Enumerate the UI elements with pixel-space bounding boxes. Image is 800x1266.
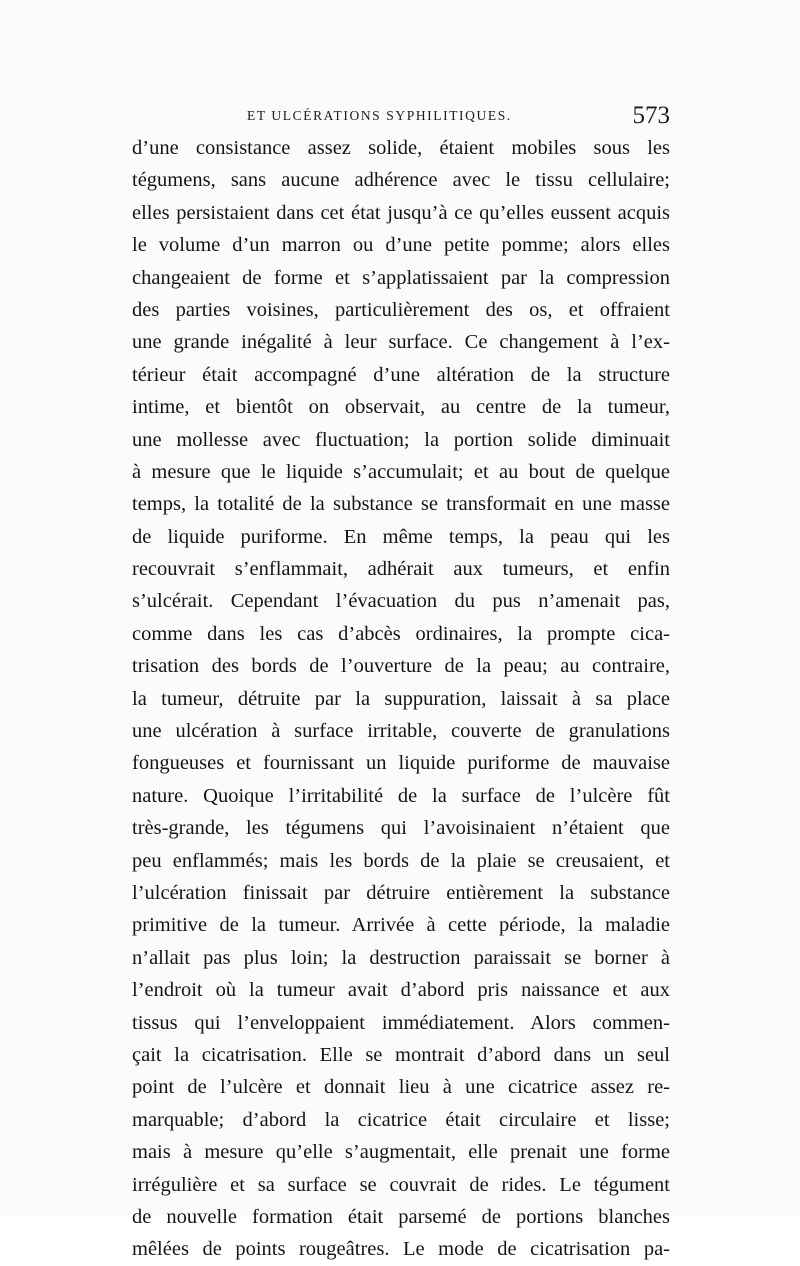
text-line: recouvrait s’enflammait, adhérait aux tumeurs, et enfin [132, 558, 670, 581]
text-line: une grande inégalité à leur surface. Ce changement à l’ex- [132, 331, 670, 354]
text-line: le volume d’un marron ou d’une petite pomme; alors elles [132, 234, 670, 257]
text-line: temps, la totalité de la substance se transformait en une masse [132, 493, 670, 516]
text-line: de liquide puriforme. En même temps, la peau qui les [132, 525, 670, 548]
text-line: s’ulcérait. Cependant l’évacuation du pus n’amenait pas, [132, 590, 670, 613]
text-line: n’allait pas plus loin; la destruction paraissait se borner à [132, 946, 670, 969]
text-line: trisation des bords de l’ouverture de la peau; au contraire, [132, 655, 670, 678]
body-text [132, 132, 670, 1266]
text-line: primitive de la tumeur. Arrivée à cette période, la maladie [132, 914, 670, 937]
text-line: çait la cicatrisation. Elle se montrait d’abord dans un seul [132, 1043, 670, 1066]
page-number: 573 [632, 102, 670, 129]
text-line: la tumeur, détruite par la suppuration, laissait à sa place [132, 687, 670, 710]
text-line: une ulcération à surface irritable, couverte de granulations [132, 720, 670, 743]
text-line: tégumens, sans aucune adhérence avec le tissu cellulaire; [132, 169, 670, 192]
text-line: changeaient de forme et s’applatissaient par la compression [132, 266, 670, 289]
text-line: des parties voisines, particulièrement des os, et offraient [132, 298, 670, 321]
running-title: ET ULCÉRATIONS SYPHILITIQUES. [247, 108, 512, 123]
running-head [132, 100, 670, 132]
text-line: point de l’ulcère et donnait lieu à une cicatrice assez re- [132, 1076, 670, 1099]
text-line: marquable; d’abord la cicatrice était circulaire et lisse; [132, 1108, 670, 1131]
text-line: intime, et bientôt on observait, au centre de la tumeur, [132, 396, 670, 419]
text-line: térieur était accompagné d’une altération de la structure [132, 363, 670, 386]
text-line: tissus qui l’enveloppaient immédiatement. Alors commen- [132, 1011, 670, 1034]
text-line: de nouvelle formation était parsemé de portions blanches [132, 1205, 670, 1228]
text-line: d’une consistance assez solide, étaient mobiles sous les [132, 137, 670, 159]
text-line: une mollesse avec fluctuation; la portion solide diminuait [132, 428, 670, 451]
text-line: l’ulcération finissait par détruire entièrement la substance [132, 881, 670, 904]
text-line: mais à mesure qu’elle s’augmentait, elle prenait une forme [132, 1141, 670, 1164]
text-line: comme dans les cas d’abcès ordinaires, la prompte cica- [132, 622, 670, 645]
text-line: peu enflammés; mais les bords de la plaie se creusaient, et [132, 849, 670, 872]
text-line: fongueuses et fournissant un liquide puriforme de mauvaise [132, 752, 670, 775]
text-line: l’endroit où la tumeur avait d’abord pris naissance et aux [132, 979, 670, 1002]
text-line: elles persistaient dans cet état jusqu’à ce qu’elles eussent acquis [132, 201, 670, 224]
text-line: mêlées de points rougeâtres. Le mode de cicatrisation pa- [132, 1238, 670, 1261]
text-line: très-grande, les tégumens qui l’avoisinaient n’étaient que [132, 817, 670, 840]
text-line: irrégulière et sa surface se couvrait de rides. Le tégument [132, 1173, 670, 1196]
text-line: à mesure que le liquide s’accumulait; et au bout de quelque [132, 460, 670, 483]
text-line: nature. Quoique l’irritabilité de la surface de l’ulcère fût [132, 784, 670, 807]
